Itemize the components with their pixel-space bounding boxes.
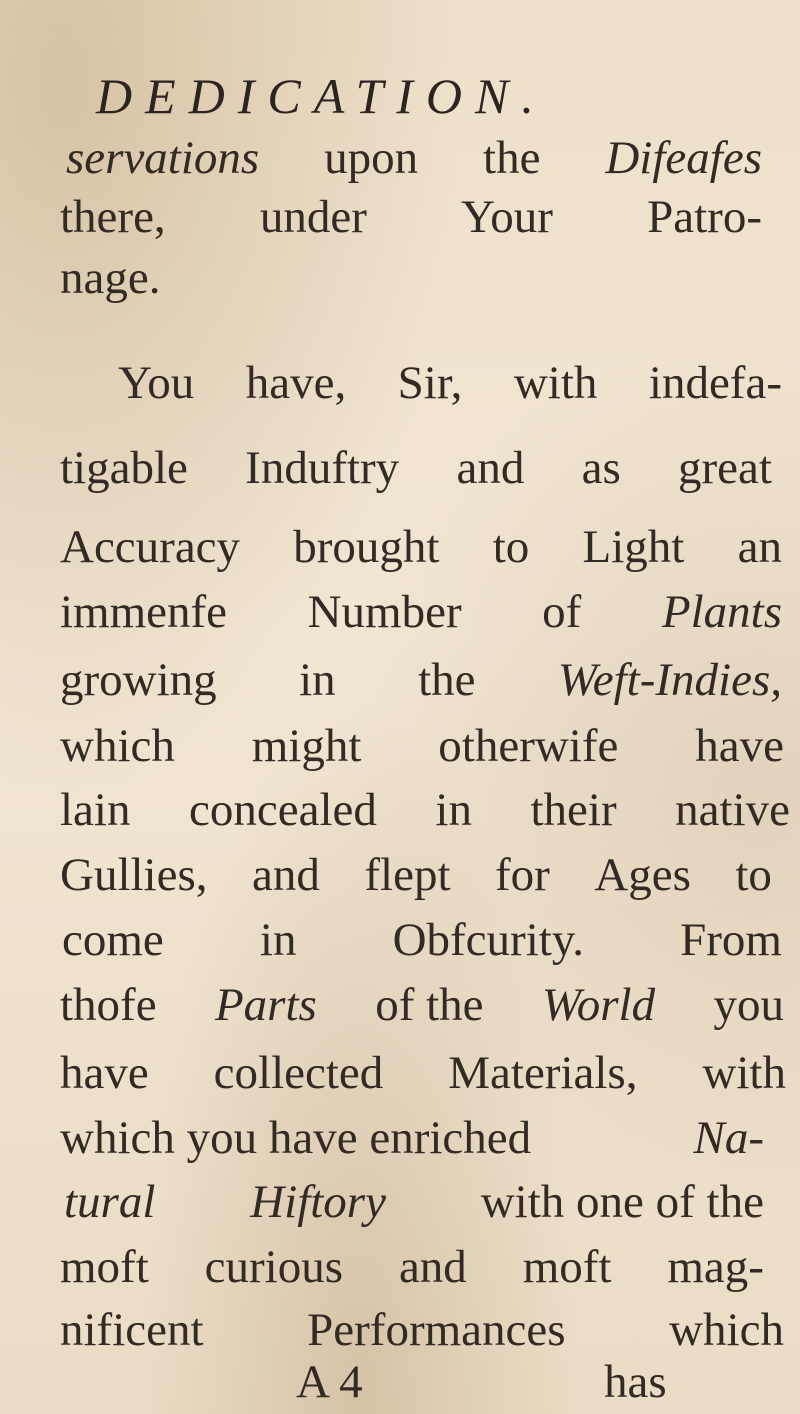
word: under (259, 191, 367, 243)
text-line-10 (60, 780, 790, 840)
word: have, (245, 357, 347, 409)
word: Your (461, 191, 553, 243)
word: Difeafes (605, 132, 762, 184)
text-line-17 (60, 1237, 764, 1297)
word: in (299, 654, 336, 706)
word: their (530, 784, 617, 836)
word: and (252, 849, 320, 901)
word: Parts (214, 979, 317, 1031)
word: From (680, 914, 782, 966)
word: tigable (60, 442, 188, 494)
text-line-13 (60, 975, 784, 1035)
word: immenfe (60, 586, 228, 638)
signature-mark: A 4 (296, 1356, 363, 1408)
word: indefa- (648, 357, 782, 409)
word: Na- (693, 1112, 764, 1164)
word: great (678, 442, 772, 494)
word: World (541, 979, 656, 1031)
word: thofe (60, 979, 157, 1031)
word: for (495, 849, 550, 901)
word: in (259, 914, 297, 966)
word: of the (375, 979, 484, 1031)
word: Number (307, 586, 462, 638)
word: Weft-Indies, (557, 654, 782, 706)
word: as (581, 442, 621, 494)
word: mag- (667, 1241, 764, 1293)
word: might (251, 720, 362, 772)
word: Patro- (647, 191, 762, 243)
text-line-16 (64, 1172, 764, 1232)
word: Hiftory (250, 1176, 386, 1228)
word: You (118, 357, 195, 409)
text-line-12 (62, 910, 782, 970)
catchword: has (604, 1356, 667, 1408)
word: to (492, 521, 530, 573)
text-line-18 (60, 1300, 784, 1360)
word: moft (522, 1241, 612, 1293)
text-line-7 (60, 582, 782, 642)
word: Accuracy (60, 521, 241, 573)
word: with (513, 357, 598, 409)
text-line-8 (60, 650, 782, 710)
word: nificent (60, 1304, 204, 1356)
word: there, (60, 191, 166, 243)
word: Obfcurity. (392, 914, 585, 966)
word: brought (293, 521, 440, 573)
word: and (398, 1241, 467, 1293)
word: in (435, 784, 472, 836)
word: which (669, 1304, 784, 1356)
word: the (483, 132, 541, 184)
word: Induftry (245, 442, 400, 494)
word: you (713, 979, 784, 1031)
word: which you have enriched (60, 1112, 532, 1164)
word: have (60, 1047, 149, 1099)
word: to (735, 849, 772, 901)
text-line-11 (60, 845, 772, 905)
word: upon (324, 132, 419, 184)
text-line-1 (66, 128, 762, 188)
text-line-5 (60, 438, 772, 498)
word: Sir, (397, 357, 463, 409)
text-line-14 (60, 1043, 786, 1103)
word: curious (204, 1241, 344, 1293)
word: growing (60, 654, 217, 706)
word: Performances (307, 1304, 566, 1356)
text-line-15 (60, 1108, 764, 1168)
word: the (418, 654, 476, 706)
word: with one of the (480, 1176, 764, 1228)
word: tural (64, 1176, 156, 1228)
text-line-2 (60, 187, 762, 247)
word: Materials, (448, 1047, 638, 1099)
running-head: DEDICATION. (96, 68, 547, 124)
text-line-3: nage. (60, 252, 161, 304)
word: which (60, 720, 175, 772)
word: of (542, 586, 582, 638)
word: servations (66, 132, 260, 184)
word: native (675, 784, 790, 836)
word: and (456, 442, 525, 494)
text-line-9 (60, 716, 784, 776)
word: Light (582, 521, 685, 573)
word: with (702, 1047, 786, 1099)
word: lain (60, 784, 131, 836)
word: Gullies, (60, 849, 208, 901)
word: collected (213, 1047, 384, 1099)
word: concealed (189, 784, 377, 836)
word: Plants (661, 586, 782, 638)
word: have (695, 720, 784, 772)
word: otherwife (438, 720, 619, 772)
word: flept (364, 849, 451, 901)
word: an (737, 521, 782, 573)
text-line-6 (60, 517, 782, 577)
word: Ages (594, 849, 691, 901)
word: come (62, 914, 164, 966)
text-line-4 (118, 353, 782, 413)
word: moft (60, 1241, 149, 1293)
